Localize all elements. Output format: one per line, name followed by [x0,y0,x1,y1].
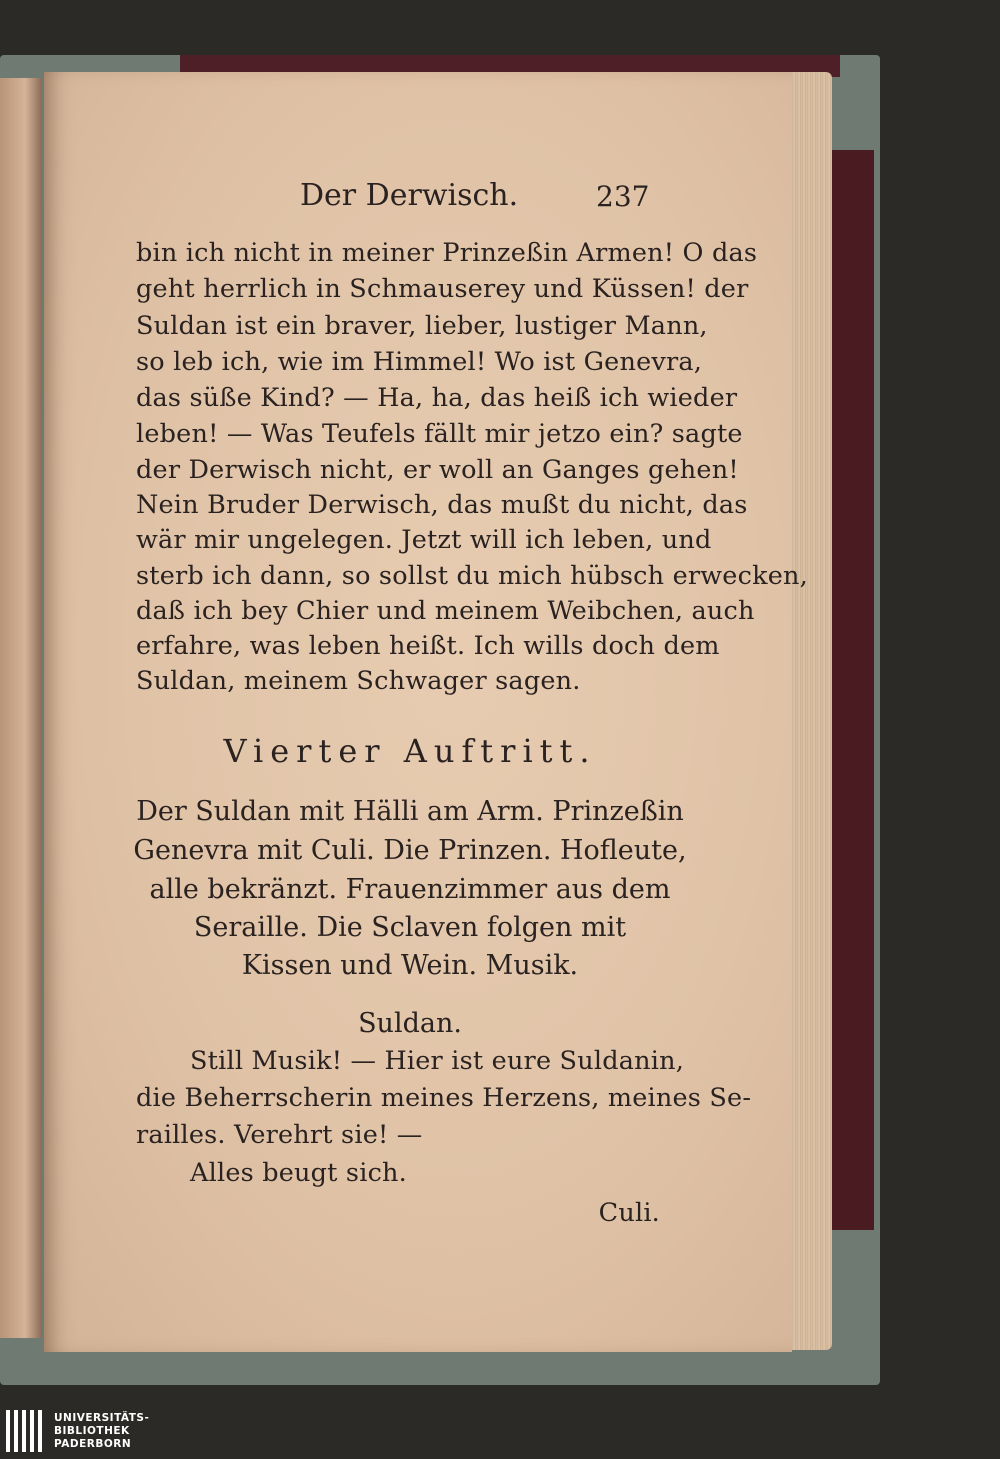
body-line: wär mir ungelegen. Jetzt will ich leben, und [136,525,712,555]
stage-line: alle bekränzt. Frauenzimmer aus dem [149,874,671,905]
body-line: erfahre, was leben heißt. Ich wills doch dem [136,631,720,661]
stage-line: Seraille. Die Sclaven folgen mit [193,912,627,943]
body-line: sterb ich dann, so sollst du mich hübsch erwecken, [136,561,808,591]
body-line: Suldan, meinem Schwager sagen. [136,666,581,696]
stage-line: Genevra mit Culi. Die Prinzen. Hofleute, [133,835,687,866]
speech-line: Still Musik! — Hier ist eure Suldanin, [190,1046,685,1076]
left-page-edge [0,78,42,1338]
body-line: Nein Bruder Derwisch, das mußt du nicht, das [136,490,748,520]
stage-line: Kissen und Wein. Musik. [241,950,579,981]
logo-line: UNIVERSITÄTS- [54,1412,150,1424]
running-header: Der Derwisch. [300,178,519,213]
next-speaker: Culi. [598,1198,660,1228]
page-stack-edge [786,72,832,1350]
body-line: daß ich bey Chier und meinem Weibchen, auch [136,596,755,626]
stage-line: Der Suldan mit Hälli am Arm. Prinzeßin [136,796,684,827]
body-line: leben! — Was Teufels fällt mir jetzo ein? sagte [136,419,743,449]
scene-title: Vierter Auftritt. [223,732,597,770]
stage-direction: Alles beugt sich. [190,1158,407,1188]
body-line: bin ich nicht in meiner Prinzeßin Armen! O das [136,238,758,268]
logo-line: BIBLIOTHEK [54,1425,130,1437]
cover-spine-band [830,150,874,1230]
body-line: so leb ich, wie im Himmel! Wo ist Genevra, [136,347,703,377]
speech-line: die Beherrscherin meines Herzens, meines Se- [136,1083,752,1113]
logo-line: PADERBORN [54,1438,132,1450]
library-logo-icon [6,1410,46,1452]
speaker-name: Suldan. [358,1008,462,1039]
body-line: der Derwisch nicht, er woll an Ganges gehen! [136,455,739,485]
body-line: geht herrlich in Schmauserey und Küssen! der [136,274,749,304]
body-line: das süße Kind? — Ha, ha, das heiß ich wieder [136,383,738,413]
page-number: 237 [596,180,650,213]
body-line: Suldan ist ein braver, lieber, lustiger Mann, [136,311,708,341]
speech-line: railles. Verehrt sie! — [136,1120,423,1150]
